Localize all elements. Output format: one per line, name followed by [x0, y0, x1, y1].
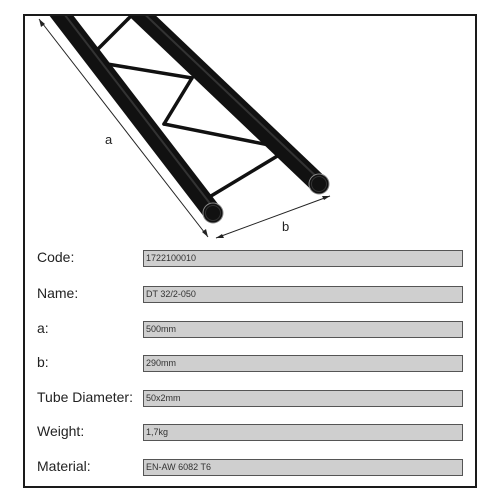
name-field: DT 32/2-050 [143, 286, 463, 303]
spec-row-name [25, 283, 479, 307]
truss-left-chord [54, 16, 223, 223]
spec-row-tube-diameter [25, 387, 479, 411]
weight-label: Weight: [37, 423, 85, 439]
truss-right-chord [132, 16, 329, 194]
b-field: 290mm [143, 355, 463, 372]
truss-drawing [25, 16, 479, 256]
spec-sheet-frame [23, 14, 477, 488]
spec-row-weight [25, 421, 479, 445]
material-label: Material: [37, 458, 91, 474]
name-label: Name: [37, 285, 79, 301]
b-label: b: [37, 354, 49, 370]
spec-row-b [25, 352, 479, 376]
weight-field: 1,7kg [143, 424, 463, 441]
a-field: 500mm [143, 321, 463, 338]
spec-row-material [25, 456, 479, 480]
dimension-a-label: a [105, 132, 113, 147]
tube-diameter-label: Tube Diameter: [37, 389, 133, 405]
tube-diameter-field: 50x2mm [143, 390, 463, 407]
code-label: Code: [37, 249, 75, 265]
dimension-b-label: b [282, 219, 290, 234]
dimension-b [216, 196, 330, 238]
spec-row-code [25, 247, 479, 271]
code-field: 1722100010 [143, 250, 463, 267]
a-label: a: [37, 320, 49, 336]
material-field: EN-AW 6082 T6 [143, 459, 463, 476]
spec-row-a [25, 318, 479, 342]
